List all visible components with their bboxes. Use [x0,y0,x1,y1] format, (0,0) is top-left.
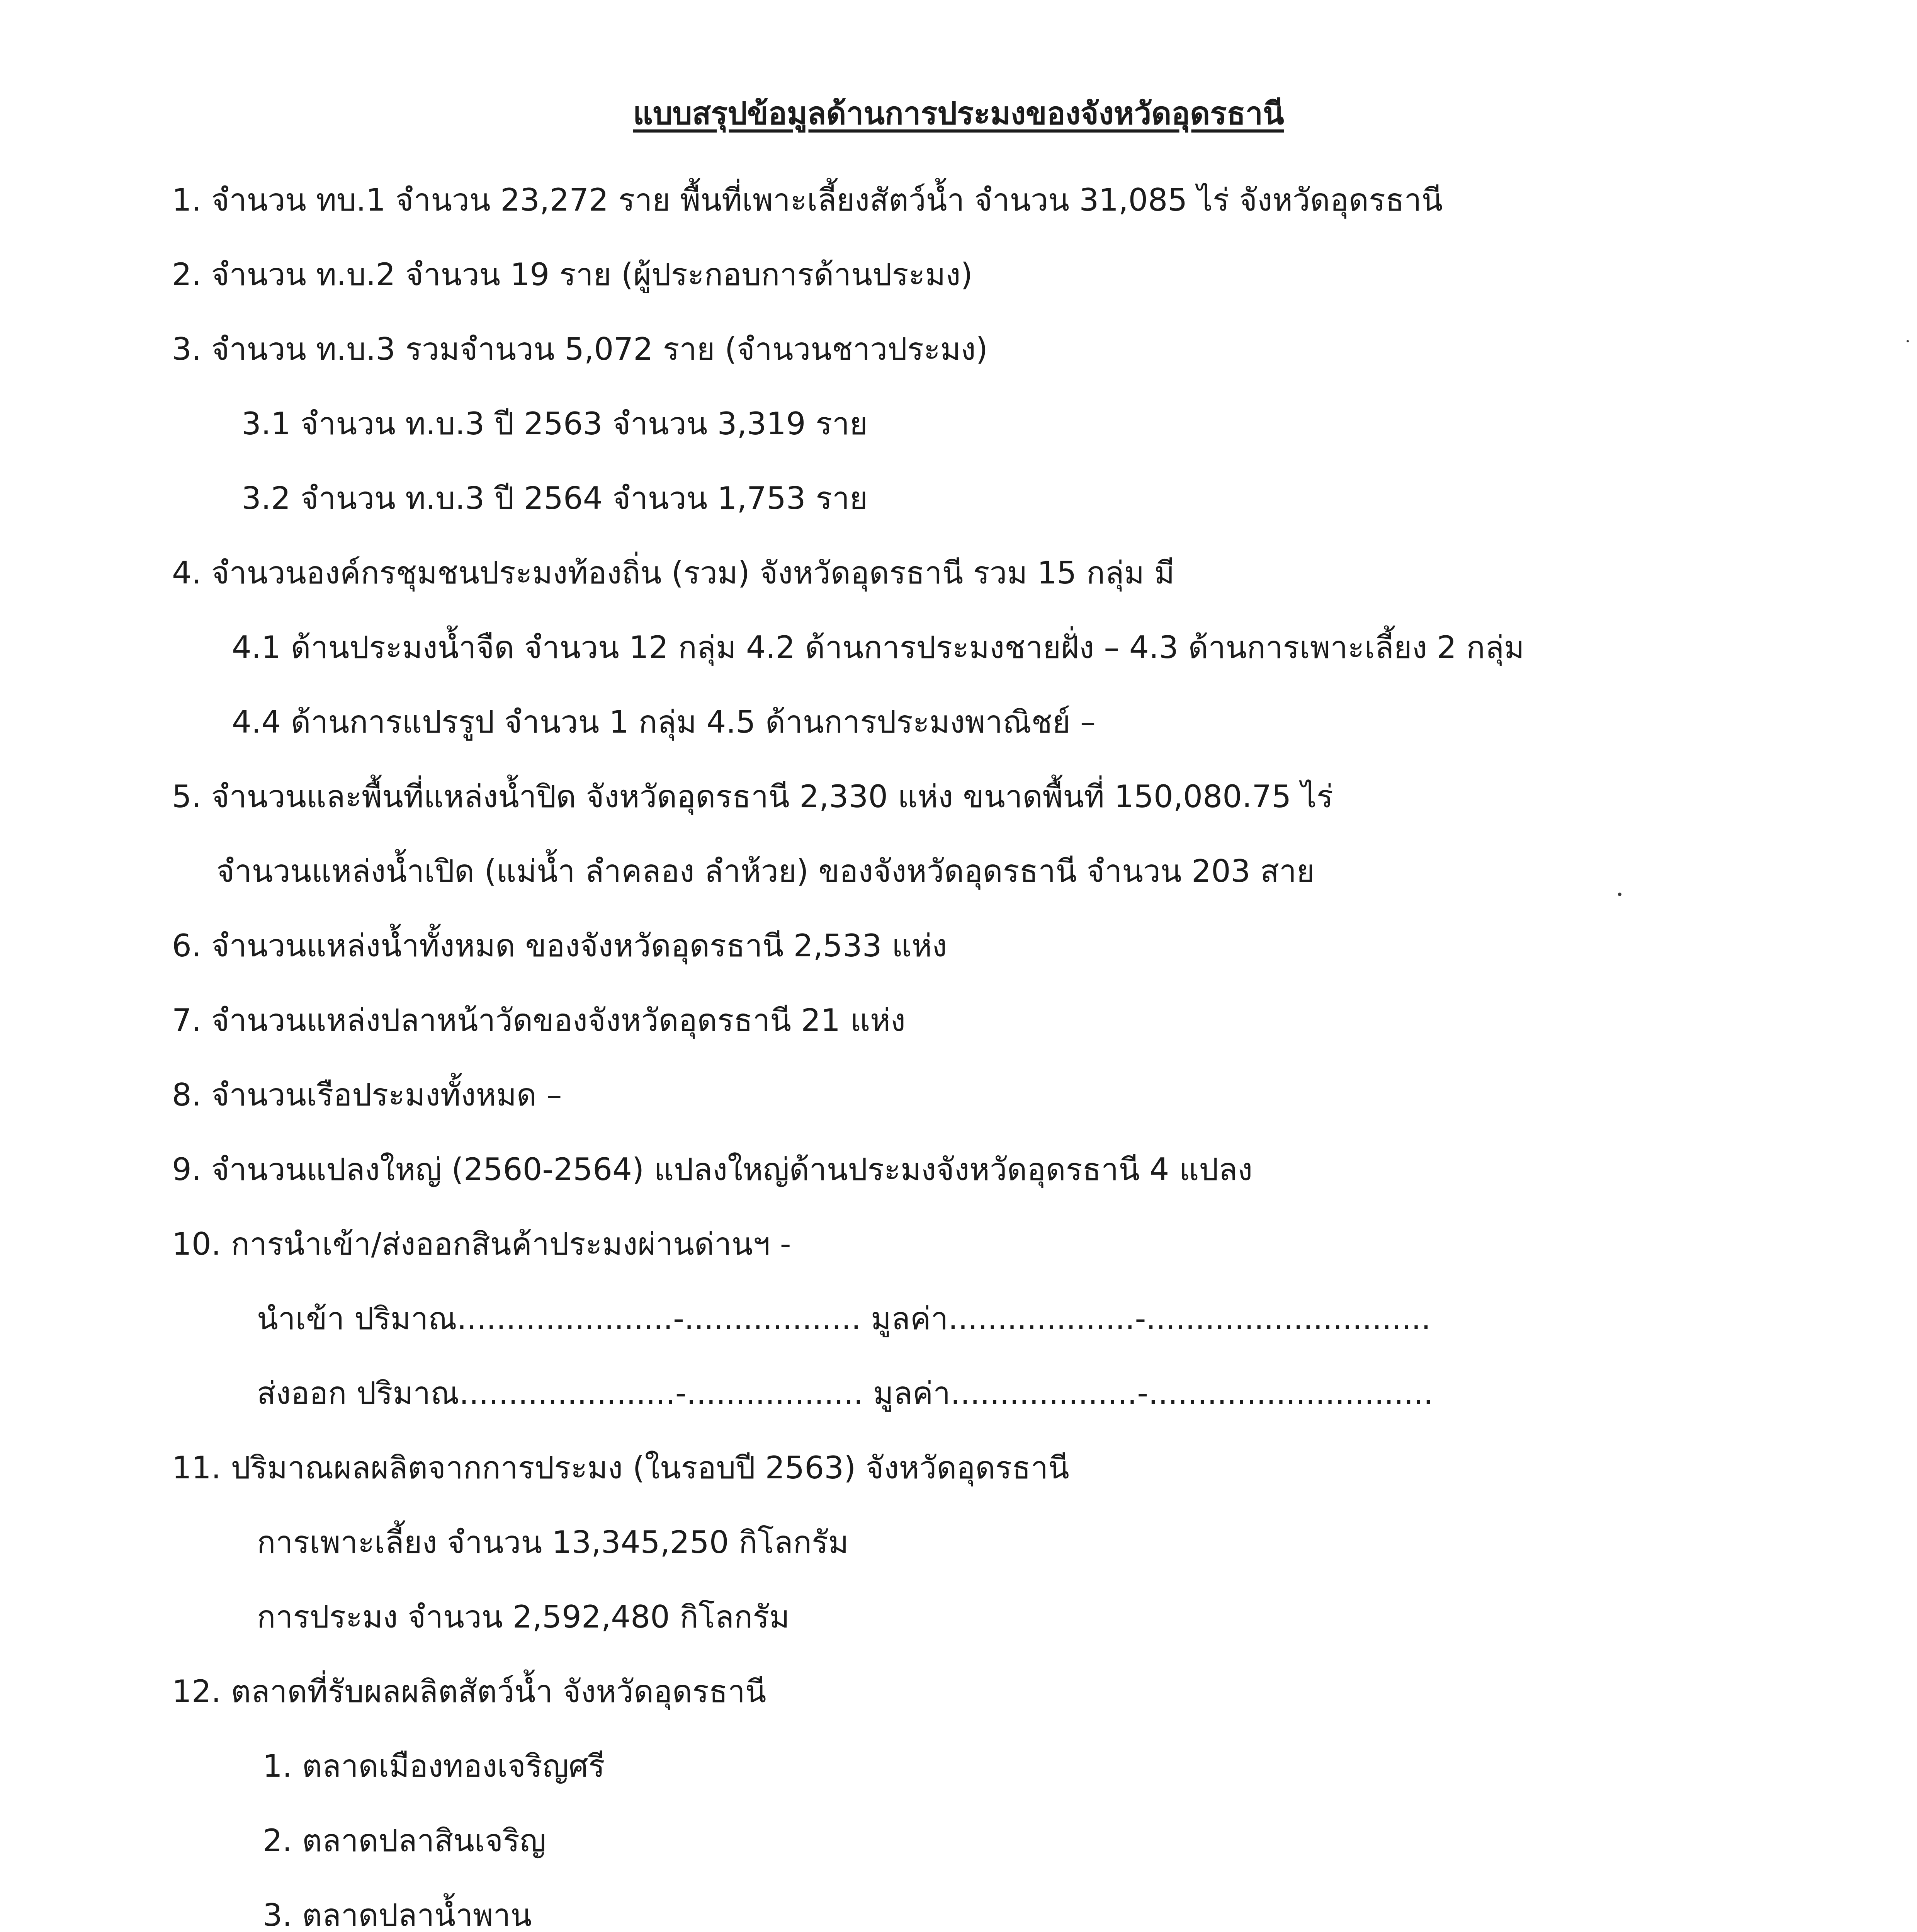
item-9: 9. จำนวนแปลงใหญ่ (2560-2564) แปลงใหญ่ด้านประมงจังหวัดอุดรธานี 4 แปลง [172,1151,1253,1187]
scan-speck [1907,340,1909,342]
item-7: 7. จำนวนแหล่งปลาหน้าวัดของจังหวัดอุดรธานี 21 แห่ง [172,1002,906,1038]
item-10-import: นำเข้า ปริมาณ......................-.................. มูลค่า...................-............................. [257,1301,1431,1337]
item-11: 11. ปริมาณผลผลิตจากการประมง (ในรอบปี 2563) จังหวัดอุดรธานี [172,1450,1069,1486]
item-4-sub-b: 4.4 ด้านการแปรรูป จำนวน 1 กลุ่ม 4.5 ด้านการประมงพาณิชย์ – [232,704,1096,740]
item-8: 8. จำนวนเรือประมงทั้งหมด – [172,1077,562,1113]
item-5-cont: จำนวนแหล่งน้ำเปิด (แม่น้ำ ลำคลอง ลำห้วย) ของจังหวัดอุดรธานี จำนวน 203 สาย [216,853,1315,889]
item-3: 3. จำนวน ท.บ.3 รวมจำนวน 5,072 ราย (จำนวนชาวประมง) [172,331,988,367]
item-5: 5. จำนวนและพื้นที่แหล่งน้ำปิด จังหวัดอุดรธานี 2,330 แห่ง ขนาดพื้นที่ 150,080.75 ไร่ [172,779,1333,815]
item-4: 4. จำนวนองค์กรชุมชนประมงท้องถิ่น (รวม) จังหวัดอุดรธานี รวม 15 กลุ่ม มี [172,555,1175,591]
item-12-market-2: 2. ตลาดปลาสินเจริญ [263,1823,546,1859]
item-4-sub-a: 4.1 ด้านประมงน้ำจืด จำนวน 12 กลุ่ม 4.2 ด้านการประมงชายฝั่ง – 4.3 ด้านการเพาะเลี้ยง 2 กลุ่ม [232,629,1524,665]
item-12: 12. ตลาดที่รับผลผลิตสัตว์น้ำ จังหวัดอุดรธานี [172,1673,766,1709]
item-1: 1. จำนวน ทบ.1 จำนวน 23,272 ราย พื้นที่เพาะเลี้ยงสัตว์น้ำ จำนวน 31,085 ไร่ จังหวัดอุดรธานี [172,182,1443,218]
item-3-2: 3.2 จำนวน ท.บ.3 ปี 2564 จำนวน 1,753 ราย [241,480,868,516]
item-11-fishery: การประมง จำนวน 2,592,480 กิโลกรัม [257,1599,790,1635]
item-10-export: ส่งออก ปริมาณ......................-.................. มูลค่า...................-............................. [257,1375,1433,1411]
item-2: 2. จำนวน ท.บ.2 จำนวน 19 ราย (ผู้ประกอบการด้านประมง) [172,257,973,293]
item-11-aquaculture: การเพาะเลี้ยง จำนวน 13,345,250 กิโลกรัม [257,1524,849,1560]
scan-speck [1618,893,1621,896]
item-12-market-1: 1. ตลาดเมืองทองเจริญศรี [263,1748,605,1784]
document-title: แบบสรุปข้อมูลด้านการประมงของจังหวัดอุดรธานี [633,95,1284,131]
item-12-market-3: 3. ตลาดปลาน้ำพาน [263,1897,532,1932]
item-6: 6. จำนวนแหล่งน้ำทั้งหมด ของจังหวัดอุดรธานี 2,533 แห่ง [172,928,947,964]
item-3-1: 3.1 จำนวน ท.บ.3 ปี 2563 จำนวน 3,319 ราย [241,406,868,442]
item-10: 10. การนำเข้า/ส่งออกสินค้าประมงผ่านด่านฯ - [172,1226,791,1262]
